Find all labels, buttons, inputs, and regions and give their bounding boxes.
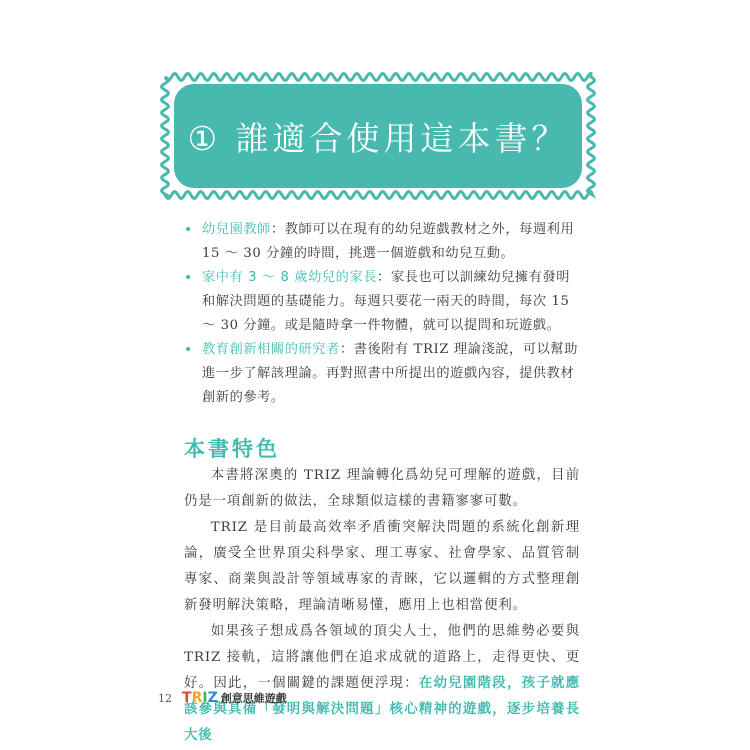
paragraph: 本書將深奧的 TRIZ 理論轉化爲幼兒可理解的遊戲，目前仍是一項創新的做法，全球類似這樣的書籍寥寥可數。 — [184, 468, 580, 509]
audience-label: 幼兒園教師 — [202, 222, 271, 237]
book-logo — [182, 690, 287, 706]
audience-description: ：家長也可以訓練幼兒擁有發明和解決問題的基礎能力。每週只要花一兩天的時間，每次 15 ～ 30 分鐘。或是隨時拿一件物體，就可以提問和玩遊戲。 — [202, 270, 571, 333]
audience-description: ：教師可以在現有的幼兒遊戲教材之外，每週利用 15 ～ 30 分鐘的時間，挑選一個遊戲和幼兒互動。 — [202, 222, 575, 261]
logo-text: TRIZ — [182, 690, 218, 706]
paragraph — [184, 619, 580, 749]
bullet-icon: • — [184, 342, 193, 358]
bullet-icon: • — [184, 222, 193, 238]
feature-paragraphs — [184, 463, 580, 749]
paragraph-text: 如果孩子想成爲各領域的頂尖人士，他們的思維勢必要與 TRIZ 接軌，這將讓他們在追求成就的道路上，走得更快、更好。因此，一個關鍵的課題便浮現： — [184, 624, 580, 691]
audience-label: 家中有 3 ～ 8 歲幼兒的家長 — [202, 270, 378, 285]
logo-subtitle: 創意思維遊戲 — [220, 692, 287, 705]
audience-label: 教育創新相關的研究者 — [202, 342, 340, 357]
banner-title: ① 誰適合使用這本書？ — [187, 118, 569, 158]
highlighted-text: 在幼兒園階段，孩子就應該參與具備「發明與解決問題」核心精神的遊戲，逐步培養長大後 — [184, 676, 580, 743]
page-number: 12 — [158, 691, 172, 705]
list-item — [184, 338, 580, 410]
list-item — [184, 266, 580, 338]
audience-description: ：書後附有 TRIZ 理論淺說，可以幫助進一步了解該理論。再對照書中所提出的遊戲內容，提供教材創新的參考。 — [202, 342, 578, 405]
list-item — [184, 218, 580, 266]
paragraph: TRIZ 是目前最高效率矛盾衝突解決問題的系統化創新理論，廣受全世界頂尖科學家、理工專家、社會學家、品質管制專家、商業與設計等領域專家的青睞，它以邏輯的方式整理創新發明解決策略，理論清晰易懂，應用上也相當便利。 — [184, 520, 580, 613]
title-banner — [158, 70, 598, 202]
page-footer — [158, 690, 287, 706]
section-title: 本書特色 — [184, 437, 280, 461]
bullet-icon: • — [184, 270, 193, 286]
audience-list — [184, 218, 580, 410]
